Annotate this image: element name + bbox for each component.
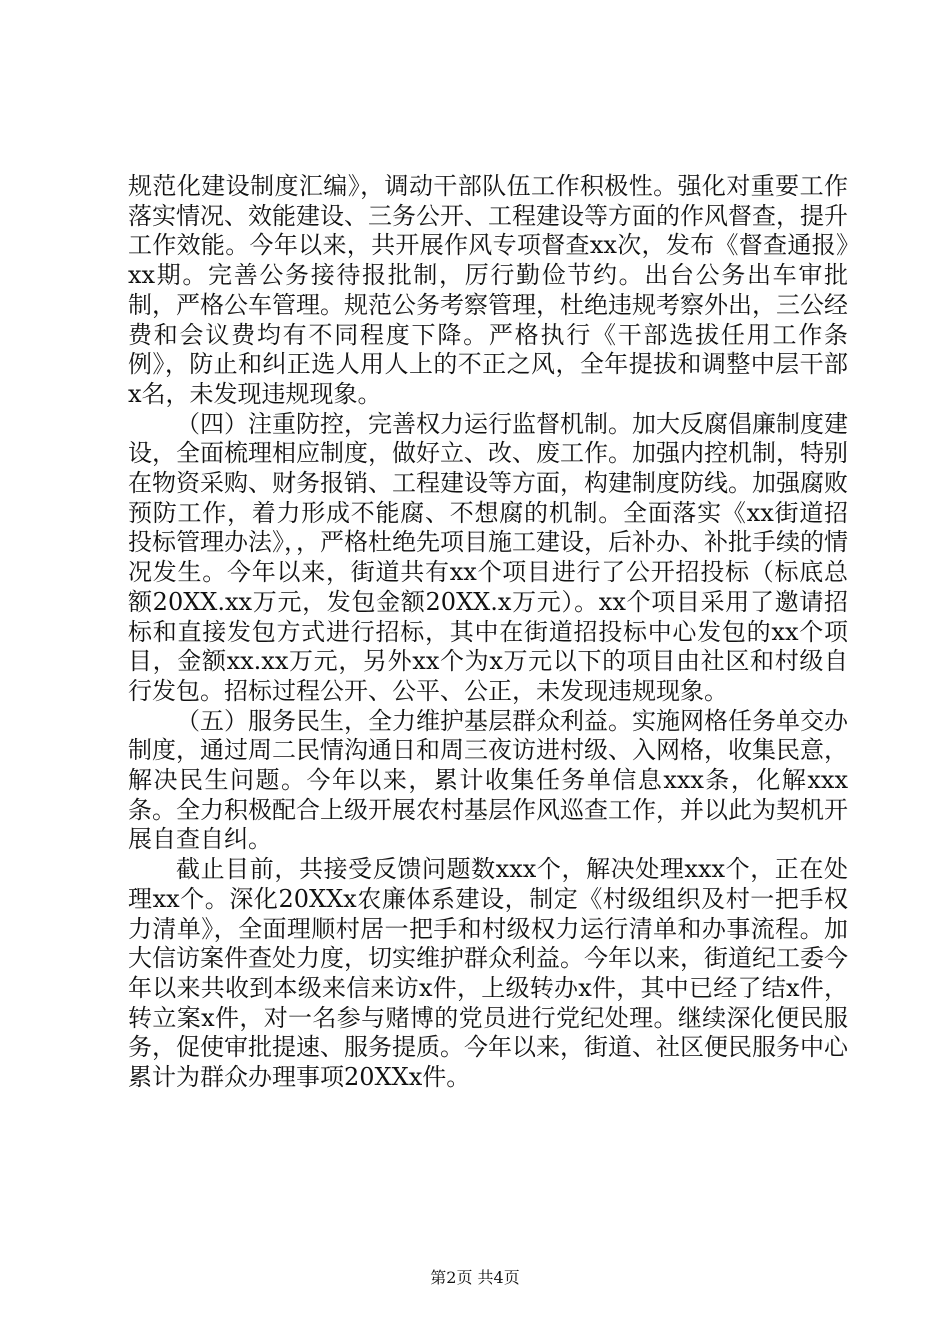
document-body — [128, 172, 848, 1093]
page-number-footer: 第2页 共4页 — [430, 1268, 520, 1287]
paragraph-section-five: （五）服务民生，全力维护基层群众利益。实施网格任务单交办制度，通过周二民情沟通日和周三夜访进村级、入网格，收集民意，解决民生问题。今年以来，累计收集任务单信息xxx条，化解xxx条。全力积极配合上级开展农村基层作风巡查工作，并以此为契机开展自查自纠。 — [128, 706, 848, 854]
paragraph-progress-summary: 截止目前，共接受反馈问题数xxx个，解决处理xxx个，正在处理xx个。深化20XXx农廉体系建设，制定《村级组织及村一把手权力清单》，全面理顺村居一把手和村级权力运行清单和办事流程。加大信访案件查处力度，切实维护群众利益。今年以来，街道纪工委今年以来共收到本级来信来访x件，上级转办x件，其中已经了结x件，转立案x件，对一名参与赌博的党员进行党纪处理。继续深化便民服务，促使审批提速、服务提质。今年以来，街道、社区便民服务中心累计为群众办理事项20XXx件。 — [128, 855, 848, 1092]
paragraph-continuation: 规范化建设制度汇编》，调动干部队伍工作积极性。强化对重要工作落实情况、效能建设、三务公开、工程建设等方面的作风督查，提升工作效能。今年以来，共开展作风专项督查xx次，发布《督查通报》xx期。完善公务接待报批制，厉行勤俭节约。出台公务出车审批制，严格公车管理。规范公务考察管理，杜绝违规考察外出，三公经费和会议费均有不同程度下降。严格执行《干部选拔任用工作条例》，防止和纠正选人用人上的不正之风，全年提拔和调整中层干部x名，未发现违规现象。 — [128, 172, 848, 408]
paragraph-section-four: （四）注重防控，完善权力运行监督机制。加大反腐倡廉制度建设，全面梳理相应制度，做好立、改、废工作。加强内控机制，特别在物资采购、财务报销、工程建设等方面，构建制度防线。加强腐败预防工作，着力形成不能腐、不想腐的机制。全面落实《xx街道招投标管理办法》，，严格杜绝先项目施工建设，后补办、补批手续的情况发生。今年以来，街道共有xx个项目进行了公开招投标（标底总额20XX.xx万元，发包金额20XX.x万元）。xx个项目采用了邀请招标和直接发包方式进行招标，其中在街道招投标中心发包的xx个项目，金额xx.xx万元，另外xx个为x万元以下的项目由社区和村级自行发包。招标过程公开、公平、公正，未发现违规现象。 — [128, 409, 848, 705]
